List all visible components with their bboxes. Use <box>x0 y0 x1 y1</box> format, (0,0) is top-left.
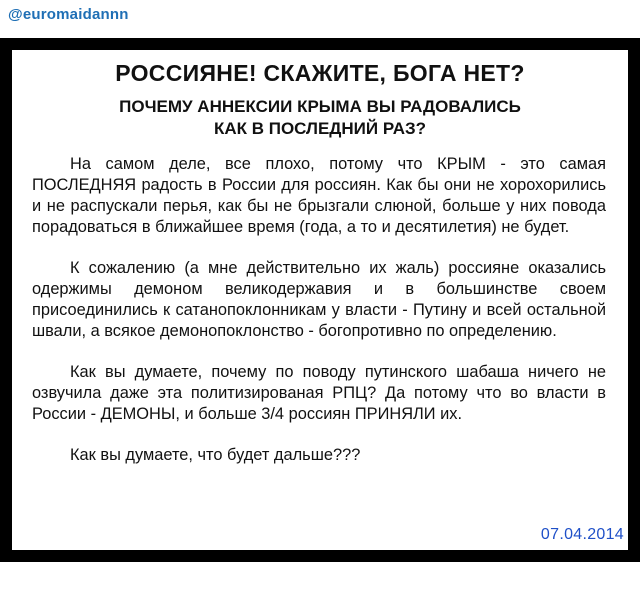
paragraph-4: Как вы думаете, что будет дальше??? <box>70 446 361 464</box>
paragraph-2: К сожалению (а мне действительно их жаль) россияне оказались одержимы демоном великодержавия и в большинстве своем присоединились к сатанопоклонникам у власти - Путину и всей остальной швали, а всякое демонопоклонство - богопротивно по определению. <box>32 259 606 340</box>
poster-subtitle <box>12 96 628 140</box>
poster-panel <box>12 50 628 550</box>
poster-frame <box>0 38 640 562</box>
paragraph-1: На самом деле, все плохо, потому что КРЫМ - это самая ПОСЛЕДНЯЯ радость в России для россиян. Как бы они не хорохорились и не распускали перья, как бы не брызгали слюной, больше у них повода порадоваться в ближайшее время (года, а то и десятилетия) не будет. <box>32 155 606 236</box>
poster-title: РОССИЯНЕ! СКАЖИТЕ, БОГА НЕТ? <box>115 60 525 86</box>
author-handle: @euromaidannn <box>8 6 129 23</box>
subtitle-line-1: ПОЧЕМУ АННЕКСИИ КРЫМА ВЫ РАДОВАЛИСЬ <box>119 97 521 116</box>
poster-date: 07.04.2014 <box>540 526 624 543</box>
subtitle-line-2: КАК В ПОСЛЕДНИЙ РАЗ? <box>213 119 427 138</box>
poster-body <box>32 154 606 486</box>
paragraph-3: Как вы думаете, почему по поводу путинского шабаша ничего не озвучила даже эта политизированая РПЦ? Да потому что во власти в России - ДЕМОНЫ, и больше 3/4 россиян ПРИНЯЛИ их. <box>32 363 606 423</box>
